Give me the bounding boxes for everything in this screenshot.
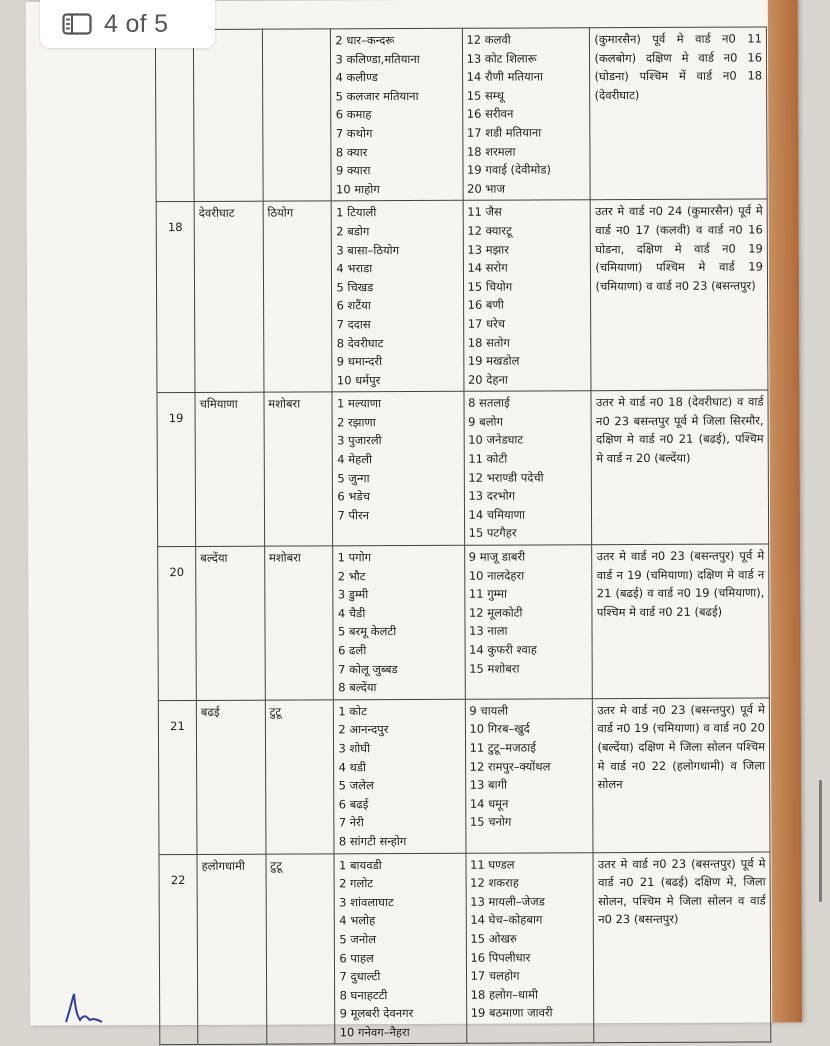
village-item: 2 धार–कन्दरू: [335, 33, 395, 48]
village-list: [334, 853, 466, 1045]
ward-number: [155, 29, 194, 202]
thumbnails-icon[interactable]: [62, 13, 92, 35]
village-item: 13 कोट शिलारू: [466, 51, 537, 66]
village-item: 19 गवाई (देवीमोड): [467, 162, 551, 177]
village-item: 11 टुटू–मजठाई: [469, 740, 536, 755]
village-item: 7 दुधाल्टी: [339, 969, 381, 984]
village-item: 14 कुफरी श्वाह: [469, 642, 537, 657]
village-item: 12 कलवी: [466, 32, 511, 47]
village-item: 6 ढली: [338, 643, 367, 658]
ward-block: मशोबरा: [264, 392, 333, 546]
village-item: 5 कलजार मतियाना: [335, 88, 419, 104]
ward-number: 19: [157, 393, 196, 547]
village-item: 2 गलोट: [339, 876, 374, 891]
ward-row: [158, 698, 770, 854]
village-item: 10 जनेडघाट: [468, 432, 524, 448]
village-list: [332, 201, 464, 393]
village-item: 10 नालदेहरा: [468, 568, 525, 583]
village-item: 10 गनेवग–नैहरा: [339, 1024, 410, 1040]
village-item: 9 मूलबरी देवनगर: [339, 1006, 414, 1021]
ward-name: बढई: [196, 700, 265, 854]
village-item: 13 नाला: [469, 623, 508, 639]
village-item: 12 शकराह: [470, 875, 519, 890]
village-item: 4 कलीण्ड: [335, 70, 378, 85]
village-item: 6 पाहल: [339, 950, 374, 965]
village-item: 8 सांगटी सन्होग: [338, 833, 407, 849]
village-item: 2 बडोग: [336, 224, 370, 239]
village-item: 13 मझार: [467, 242, 509, 257]
village-item: 14 घेच–कोहबाग: [470, 912, 543, 928]
village-list: [333, 545, 465, 699]
village-item: 5 चिखड: [336, 279, 374, 295]
ward-boundary: उतर मे वार्ड न0 23 (बसन्तपुर) पूर्व मे वार्ड न0 21 (बढई) दक्षिण मे, जिला सोलन, पश्चिम मे जिला सोलन व वार्ड न0 23 (बसन्तपुर): [593, 851, 770, 1043]
village-item: 17 शडी मतियाना: [466, 125, 542, 140]
village-list: [331, 28, 463, 201]
village-item: 14 सरोग: [467, 260, 508, 275]
village-item: 14 रौणी मतियाना: [466, 69, 544, 84]
ward-block: ठियोग: [263, 201, 333, 392]
ward-name: हलोगधामी: [197, 854, 267, 1045]
village-item: 9 बलोग: [468, 414, 503, 429]
village-item: 7 कोलू जुब्बड: [338, 661, 398, 676]
village-item: 3 बासा–ठियोग: [336, 242, 400, 257]
village-item: 15 मशोबरा: [469, 661, 520, 676]
ward-block: टुटू: [266, 853, 336, 1044]
signature-mark: [62, 990, 122, 1024]
ward-table: [155, 26, 771, 1045]
village-item: 16 बणी: [467, 297, 504, 313]
village-item: 9 माजू डाबरी: [468, 549, 526, 564]
village-item: 5 जनोल: [339, 932, 377, 947]
ward-name: [193, 29, 262, 202]
ward-name: देवरीघाट: [194, 202, 264, 393]
village-item: 8 क्यार: [335, 144, 368, 159]
village-item: 4 मेहली: [337, 452, 372, 467]
village-item: 18 शरमला: [466, 144, 516, 159]
village-list: [464, 545, 593, 699]
village-item: 6 कमाह: [335, 107, 372, 122]
ward-number: 22: [159, 854, 198, 1045]
village-item: 6 भडेच: [337, 489, 370, 504]
village-item: 9 धमान्दरी: [336, 354, 383, 369]
village-item: 2 रझाणा: [337, 415, 376, 430]
village-list: [334, 699, 466, 853]
village-item: 4 थडी: [338, 759, 367, 774]
ward-number: 20: [158, 546, 197, 700]
village-item: 15 चनोग: [469, 814, 512, 830]
village-item: 2 भौट: [337, 568, 366, 583]
ward-row: [158, 544, 770, 700]
ward-boundary: उतर मे वार्ड न0 18 (देवरीघाट) व वार्ड न0 23 बसन्तपुर पूर्व मे जिला सिरमौर, दक्षिण मे वार्ड न0 21 (बढई), पश्चिम मे वार्ड न 20 (बल्देंया): [591, 390, 768, 545]
village-item: 8 देवरीघाट: [336, 335, 384, 350]
village-list: [465, 699, 594, 853]
village-item: 3 शोघी: [338, 741, 371, 756]
ward-row: [159, 851, 771, 1045]
ward-block: टुटू: [265, 700, 334, 854]
village-item: 16 पिपलीधार: [470, 949, 531, 965]
scrollbar[interactable]: [819, 780, 822, 902]
ward-row: [157, 390, 769, 546]
village-item: 12 भराण्डी पदेची: [468, 470, 544, 485]
village-item: 20 देहना: [467, 372, 508, 387]
village-item: 8 बल्देंया: [338, 680, 377, 695]
ward-number: 21: [158, 700, 197, 854]
village-item: 18 हलोग–धामी: [470, 987, 538, 1002]
village-item: 10 धर्मपुर: [336, 372, 381, 388]
village-item: 19 मखडोल: [467, 353, 520, 368]
village-item: 4 चैडी: [337, 606, 366, 621]
ward-block: मशोबरा: [264, 546, 333, 700]
village-item: 11 घण्डल: [470, 857, 515, 872]
village-item: 1 मल्याणा: [336, 396, 382, 411]
village-item: 15 पटगैहर: [468, 525, 517, 541]
ward-boundary: (कुमारसैन) पूर्व मे वार्ड न0 11 (कलबोग) दक्षिण मे वार्ड न0 16 (घोडना) पश्चिम में वार्ड न0 18 (देवरीघाट): [590, 27, 767, 200]
village-item: 6 शटैंया: [336, 298, 371, 313]
village-item: 13 मायली–जेजड: [470, 894, 545, 909]
village-item: 8 घनाहटटी: [339, 987, 388, 1003]
village-item: 1 बायवडी: [338, 857, 382, 872]
village-item: 11 गुम्मा: [468, 586, 507, 601]
village-item: 3 पुजारली: [337, 433, 382, 448]
village-item: 20 भाज: [467, 181, 506, 196]
village-list: [332, 392, 464, 546]
ward-row: [155, 27, 767, 202]
village-list: [463, 200, 592, 391]
ward-boundary: उतर मे वार्ड न0 24 (कुमारसैन) पूर्व मे वार्ड न0 17 (कलवी) व वार्ड न0 16 घोडना, दक्षिण मे वार्ड न0 19 (चमियाणा) पश्चिम मे वार्ड 19 (चमियाणा) व वार्ड न0 23 (बसन्तपुर): [591, 199, 768, 391]
ward-number: 18: [156, 202, 195, 393]
village-item: 10 गिरब–खुर्द: [469, 721, 530, 737]
page-edge: [768, 0, 802, 1022]
village-item: 4 भराडा: [336, 261, 373, 276]
village-item: 12 मूलकोटी: [468, 605, 523, 620]
page-indicator-label: 4 of 5: [104, 9, 169, 38]
village-item: 5 जलेल: [338, 778, 374, 793]
village-item: 8 सतलाई: [468, 395, 510, 411]
village-item: 13 बागी: [469, 777, 508, 792]
village-item: 17 धरेच: [467, 316, 506, 331]
village-item: 9 चायली: [469, 703, 509, 718]
village-item: 3 शांवलाघाट: [339, 894, 394, 910]
ward-block: [262, 29, 331, 202]
village-item: 6 बढई: [338, 796, 369, 812]
village-item: 11 कोटी: [468, 451, 508, 466]
village-item: 3 कलिण्डा,मतियाना: [335, 51, 420, 66]
village-item: 19 बठमाणा जावरी: [470, 1005, 553, 1021]
ward-name: बल्देंया: [196, 546, 265, 700]
village-item: 18 सतोग: [467, 335, 510, 350]
village-item: 12 क्यारटू: [467, 223, 512, 238]
village-item: 11 जैस: [467, 204, 502, 220]
village-item: 3 डुम्मी: [337, 587, 369, 602]
village-item: 15 सम्धू: [466, 88, 504, 103]
village-list: [466, 852, 595, 1043]
ward-boundary: उतर मे वार्ड न0 23 (बसन्तपुर) पूर्व मे वार्ड न0 19 (चमियाणा) व वार्ड न0 20 (बल्देंया) दक्षिण मे जिला सोलन पश्चिम मे वार्ड न0 22 (हलोगधामी) व जिला सोलन: [593, 698, 770, 853]
village-list: [462, 28, 591, 201]
village-item: 2 आनन्दपुर: [338, 722, 389, 737]
village-item: 15 चियोग: [467, 279, 513, 294]
village-item: 4 भलोह: [339, 913, 376, 928]
page-indicator[interactable]: [40, 0, 215, 48]
village-item: 7 नेरी: [338, 815, 364, 830]
ward-name: चमियाणा: [195, 392, 264, 546]
village-item: 7 ददास: [336, 317, 371, 332]
village-item: 13 दरभोग: [468, 488, 516, 504]
village-item: 5 बरमू केलटी: [337, 624, 397, 639]
village-item: 7 कथोग: [335, 126, 373, 141]
village-item: 17 चलहोग: [470, 968, 520, 983]
village-item: 10 माहोग: [336, 181, 380, 197]
village-item: 9 क्यारा: [335, 163, 371, 178]
village-item: 5 जुन्गा: [337, 470, 370, 485]
village-item: 1 पगोग: [337, 550, 372, 565]
document-page: [26, 0, 802, 1040]
village-item: 16 सरीवन: [466, 106, 514, 122]
ward-boundary: उतर मे वार्ड न0 23 (बसन्तपुर) पूर्व मे वार्ड न 19 (चमियाणा) दक्षिण मे वार्ड न 21 (बढई) व वार्ड न0 19 (चमियाणा), पश्चिम मे वार्ड न0 21 (बढई): [592, 544, 769, 699]
village-item: 12 रामपुर–क्योंथल: [469, 758, 551, 774]
village-list: [464, 391, 593, 545]
village-item: 14 धमून: [469, 796, 509, 811]
village-item: 1 कोट: [338, 703, 367, 719]
village-item: 7 पीरन: [337, 508, 370, 523]
village-item: 14 चमियाणा: [468, 507, 525, 522]
ward-row: [156, 199, 768, 393]
village-item: 15 ओखरु: [470, 931, 517, 946]
village-item: 1 टियाली: [336, 205, 377, 220]
